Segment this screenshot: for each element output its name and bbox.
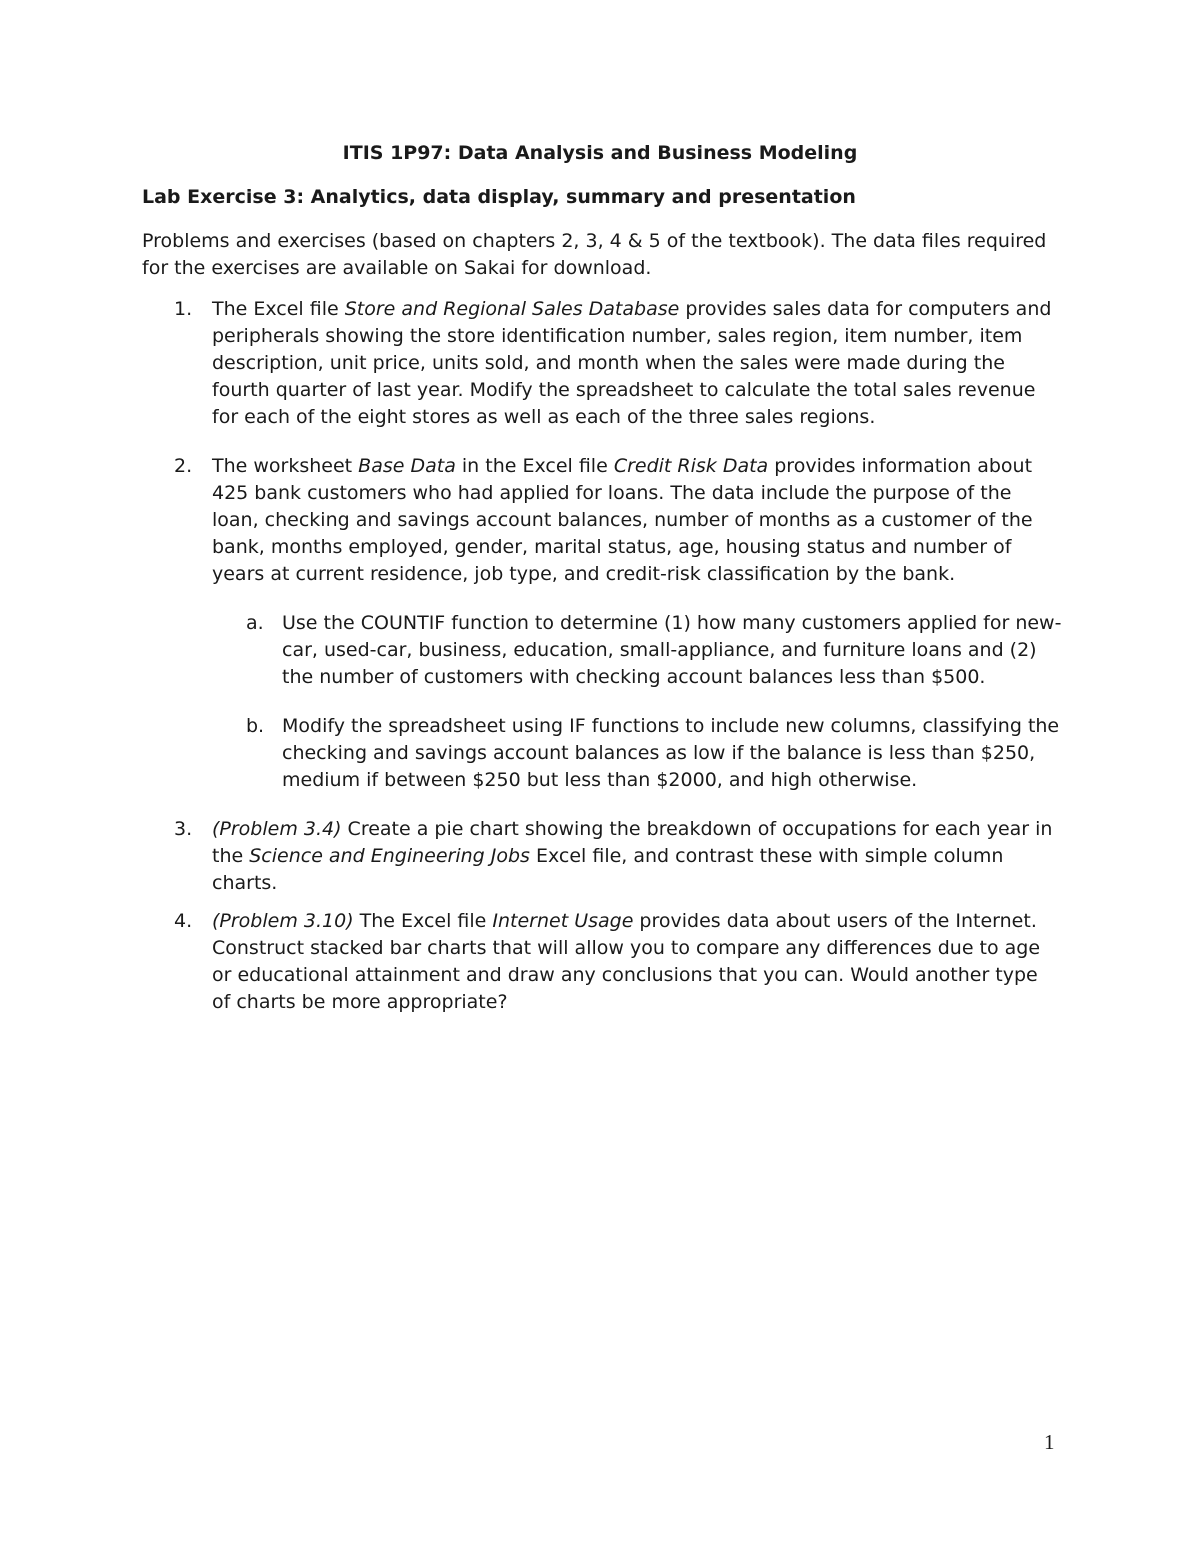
problem-reference: (Problem 3.4)	[212, 818, 342, 840]
file-name: Internet Usage	[492, 910, 634, 932]
subpart-a	[212, 610, 1062, 691]
problem-1	[142, 296, 1062, 431]
problem-3	[142, 816, 1062, 897]
problem-2	[142, 453, 1062, 794]
problem-text: (Problem 3.10) The Excel file Internet Usage provides data about users of the Internet. Construct stacked bar charts that will allow you to compare any differences due to age or educational attainment and draw any conclusions that you can. Would another type of charts be more appropriate?	[212, 910, 1041, 1013]
document-title: ITIS 1P97: Data Analysis and Business Modeling	[342, 142, 858, 164]
subpart-b	[212, 713, 1062, 794]
problem-4	[142, 908, 1062, 1016]
subpart-text: Use the COUNTIF function to determine (1) how many customers applied for new-car, used-car, business, education, small-appliance, and furniture loans and (2) the number of customers with checking account balances less than $500.	[282, 612, 1062, 688]
file-name: Credit Risk Data	[613, 455, 769, 477]
intro-paragraph: Problems and exercises (based on chapters 2, 3, 4 & 5 of the textbook). The data files required for the exercises are available on Sakai for download.	[142, 230, 1047, 279]
worksheet-name: Base Data	[358, 455, 456, 477]
page-number: 1	[1044, 1430, 1055, 1454]
file-name: Store and Regional Sales Database	[344, 298, 680, 320]
problem-text: The worksheet Base Data in the Excel file Credit Risk Data provides information about 425 bank customers who had applied for loans. The data include the purpose of the loan, checking and savings account balances, number of months as a customer of the bank, months employed, gender, marital status, age, housing status and number of years at current residence, job type, and credit-risk classification by the bank.	[212, 455, 1033, 585]
problem-number: 1.	[174, 298, 193, 320]
subpart-list	[212, 610, 1062, 794]
problem-text: (Problem 3.4) Create a pie chart showing the breakdown of occupations for each year in the Science and Engineering Jobs Excel file, and contrast these with simple column charts.	[212, 818, 1053, 894]
subpart-text: Modify the spreadsheet using IF functions to include new columns, classifying the checking and savings account balances as low if the balance is less than $250, medium if between $250 but less than $2000, and high otherwise.	[282, 715, 1060, 791]
problem-reference: (Problem 3.10)	[212, 910, 354, 932]
problem-text: The Excel file Store and Regional Sales Database provides sales data for computers and peripherals showing the store identification number, sales region, item number, item description, unit price, units sold, and month when the sales were made during the fourth quarter of last year. Modify the spreadsheet to calculate the total sales revenue for each of the eight stores as well as each of the three sales regions.	[212, 298, 1052, 428]
file-name: Science and Engineering Jobs	[249, 845, 530, 867]
problem-number: 3.	[174, 818, 193, 840]
problem-number: 4.	[174, 910, 193, 932]
problem-list	[142, 296, 1062, 1016]
subpart-letter: a.	[246, 612, 264, 634]
subpart-letter: b.	[246, 715, 265, 737]
lab-exercise-heading: Lab Exercise 3: Analytics, data display, summary and presentation	[142, 186, 856, 208]
problem-number: 2.	[174, 455, 193, 477]
